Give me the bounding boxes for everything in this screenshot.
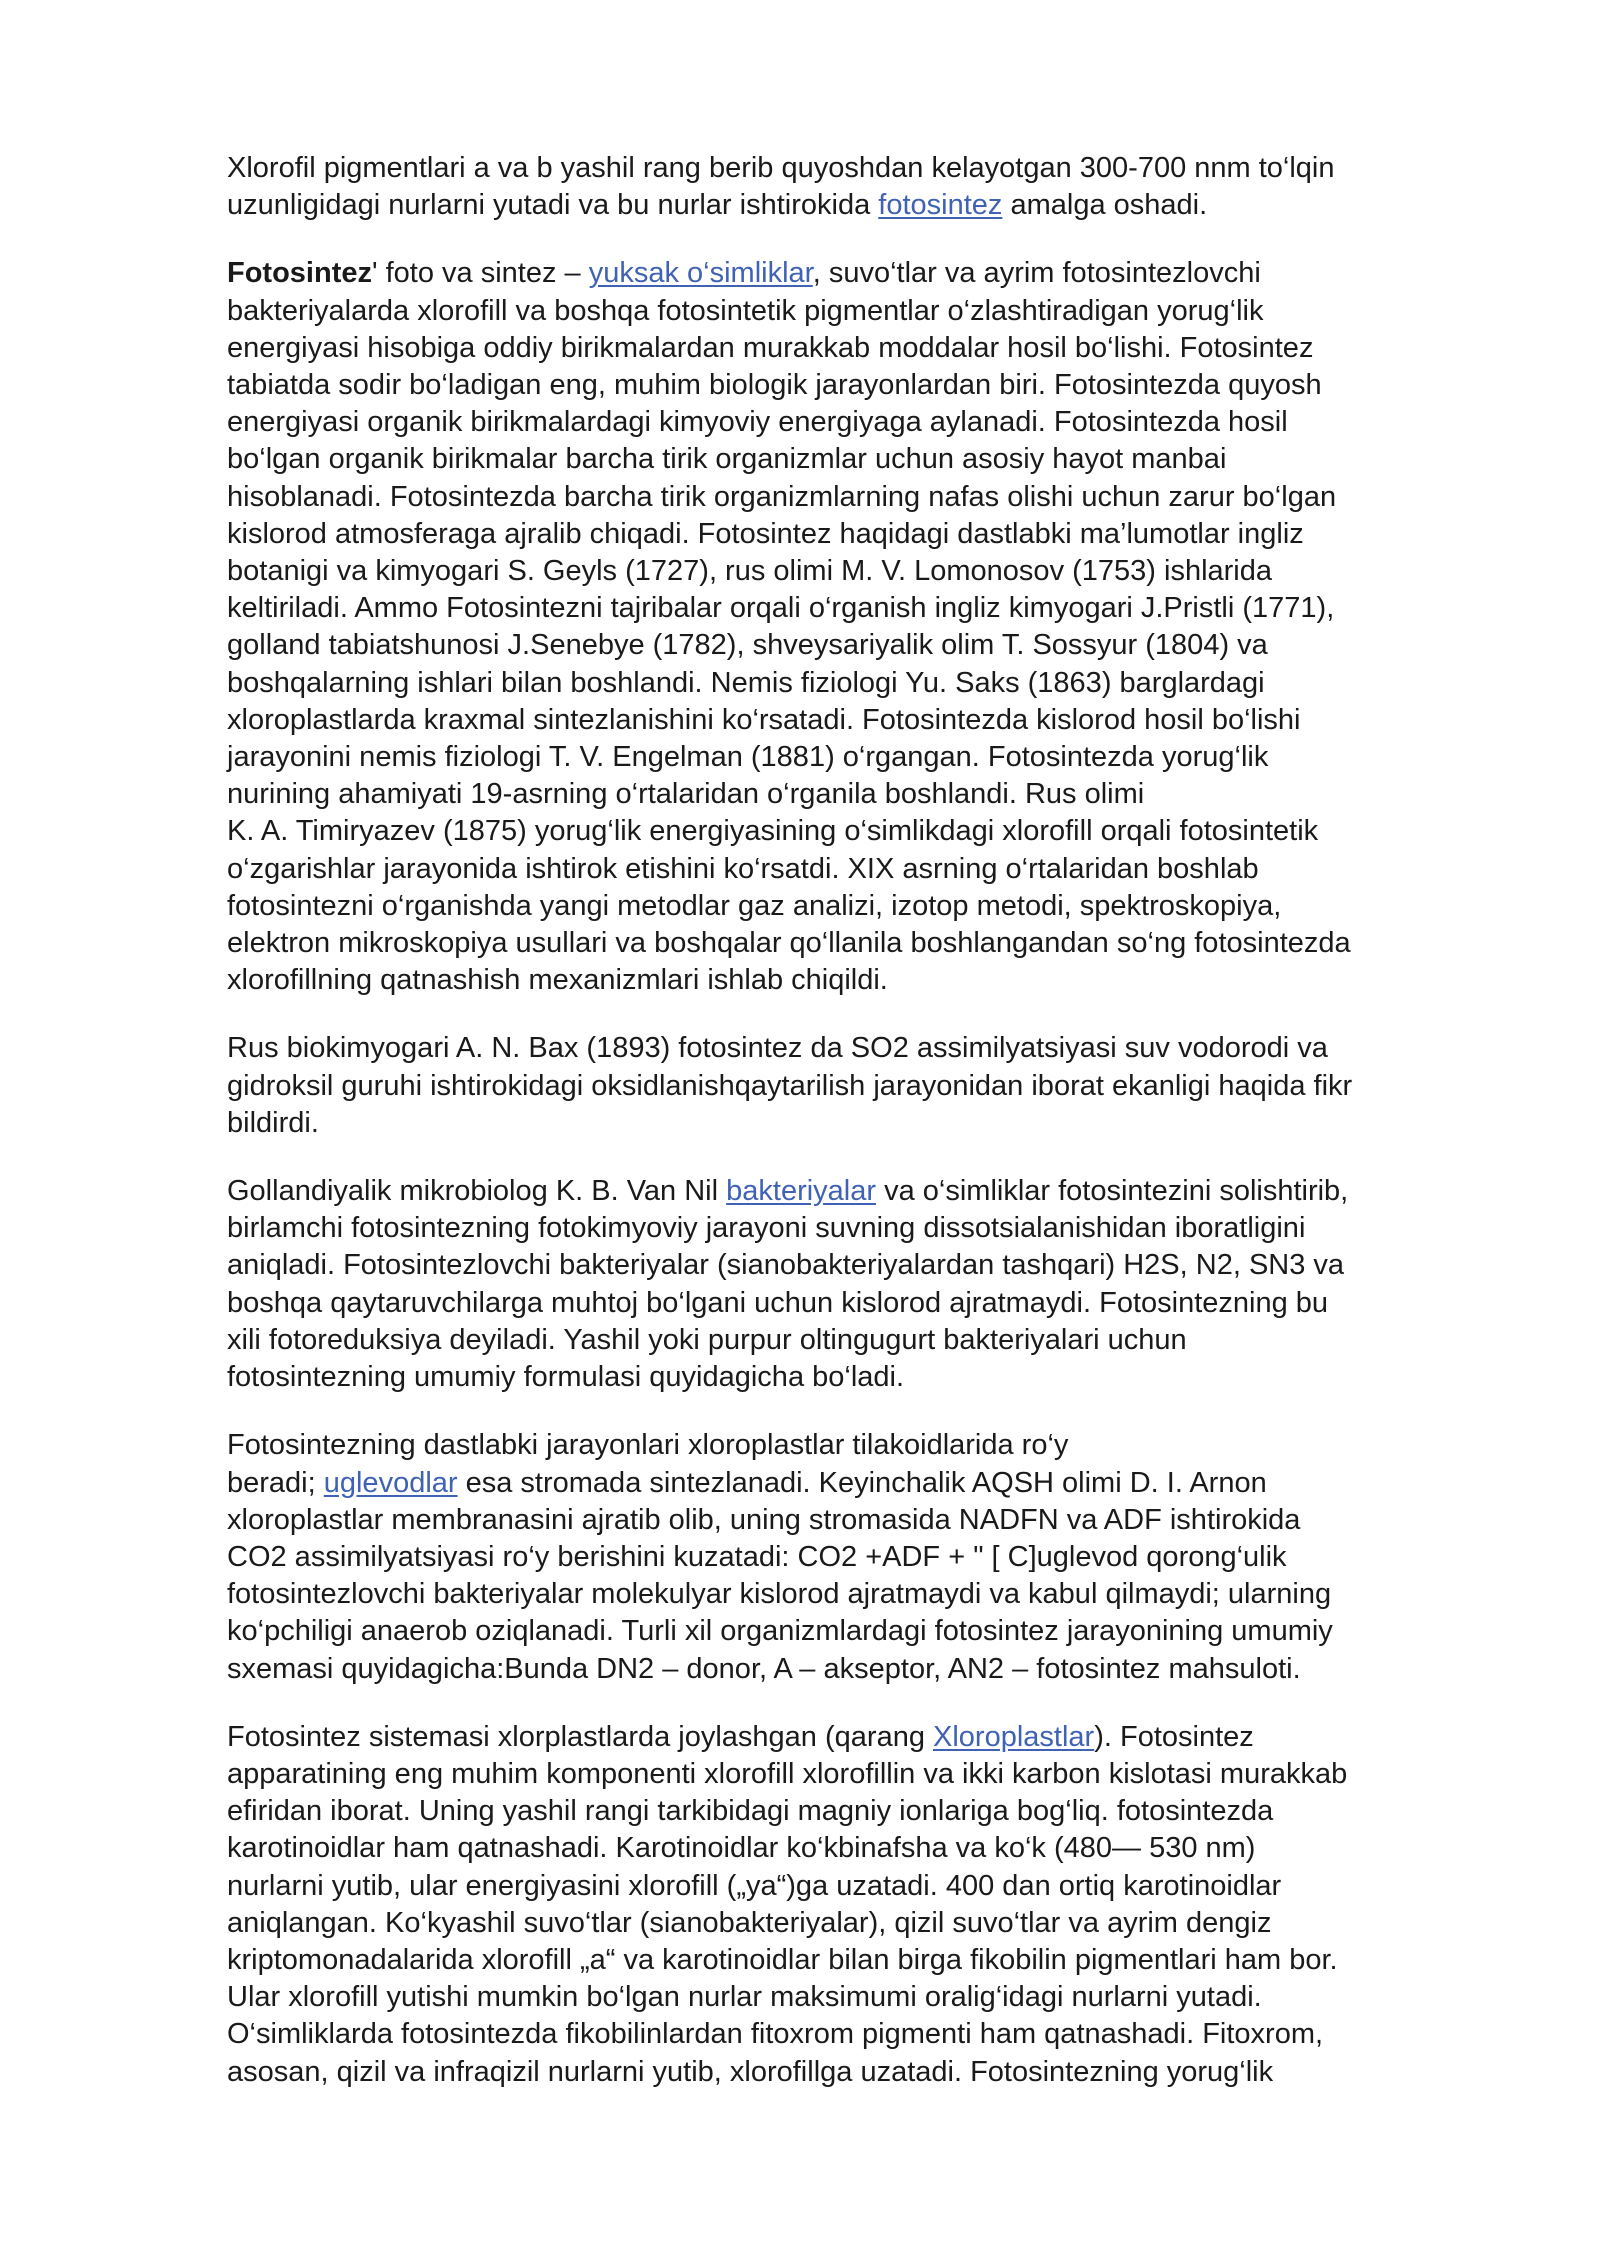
text-line: kislorod atmosferaga ajralib chiqadi. Fotosintez haqidagi dastlabki ma’lumotlar ingliz (227, 517, 1304, 550)
link-fotosintez[interactable]: fotosintez (878, 189, 1003, 222)
text-line: CO2 assimilyatsiyasi ro‘y berishini kuzatadi: CO2 +ADF + " [ C]uglevod qorong‘ulik (227, 1540, 1287, 1573)
text-span: ). Fotosintez (1094, 1720, 1254, 1753)
text-line: jarayonini nemis fiziologi T. V. Engelman (1881) o‘rgangan. Fotosintezda yorug‘lik (227, 741, 1269, 774)
text-line: efiridan iborat. Uning yashil rangi tarkibidagi magniy ionlariga bog‘liq. fotosintezda (227, 1795, 1274, 1828)
paragraph-4 (227, 1173, 1487, 1396)
paragraph-2 (227, 255, 1487, 999)
text-line: xili fotoreduksiya deyiladi. Yashil yoki purpur oltingugurt bakteriyalari uchun (227, 1323, 1187, 1356)
text-line: gidroksil guruhi ishtirokidagi oksidlanishqaytarilish jarayonidan iborat ekanligi haqida fikr (227, 1069, 1353, 1102)
text-line: keltiriladi. Ammo Fotosintezni tajribalar orqali o‘rganish ingliz kimyogari J.Pristli (1771), (227, 592, 1335, 625)
text-line (227, 1719, 1487, 1756)
link-uglevodlar[interactable]: uglevodlar (323, 1466, 458, 1499)
text-line: asosan, qizil va infraqizil nurlarni yutib, xlorofillga uzatadi. Fotosintezning yorug‘lik (227, 2055, 1274, 2088)
bold-term: Fotosintez (227, 257, 372, 290)
text-span: esa stromada sintezlanadi. Keyinchalik AQSH olimi D. I. Arnon (457, 1466, 1267, 1499)
text-line: fotosintezni o‘rganishda yangi metodlar gaz analizi, izotop metodi, spektroskopiya, (227, 889, 1282, 922)
text-line: bildirdi. (227, 1106, 319, 1139)
text-line: apparatining eng muhim komponenti xlorofill xlorofillin va ikki karbon kislotasi murakkab (227, 1757, 1348, 1790)
text-line: xloroplastlarda kraxmal sintezlanishini ko‘rsatadi. Fotosintezda kislorod hosil bo‘lishi (227, 703, 1301, 736)
text-line: ko‘pchiligi anaerob oziqlanadi. Turli xil organizmlardagi fotosintez jarayonining umumiy (227, 1615, 1333, 1648)
paragraph-1 (227, 150, 1487, 224)
text-line: Rus biokimyogari A. N. Bax (1893) fotosintez da SO2 assimilyatsiyasi suv vodorodi va (227, 1032, 1328, 1065)
text-line: xlorofillning qatnashish mexanizmlari ishlab chiqildi. (227, 964, 888, 997)
text-line: bakteriyalarda xlorofill va boshqa fotosintetik pigmentlar o‘zlashtiradigan yorug‘lik (227, 294, 1264, 327)
text-line: sxemasi quyidagicha:Bunda DN2 – donor, A – akseptor, AN2 – fotosintez mahsuloti. (227, 1652, 1301, 1685)
text-span: va o‘simliklar fotosintezini solishtirib, (876, 1175, 1349, 1208)
text-line: nurlarni yutib, ular energiyasini xlorofill („ya“)ga uzatadi. 400 dan ortiq karotinoidlar (227, 1869, 1282, 1902)
text-line: Xlorofil pigmentlari a va b yashil rang berib quyoshdan kelayotgan 300-700 nnm to‘lqin (227, 152, 1335, 184)
paragraph-3 (227, 1030, 1487, 1142)
text-line: xloroplastlar membranasini ajratib olib, uning stromasida NADFN va ADF ishtirokida (227, 1503, 1301, 1536)
text-span: Fotosintez sistemasi xlorplastlarda joylashgan (qarang (227, 1720, 934, 1753)
document-page (227, 150, 1487, 2122)
text-span: Gollandiyalik mikrobiolog K. B. Van Nil (227, 1175, 727, 1208)
text-line (227, 187, 1487, 224)
link-xloroplastlar[interactable]: Xloroplastlar (933, 1720, 1095, 1753)
text-line: boshqa qaytaruvchilarga muhtoj bo‘lgani uchun kislorod ajratmaydi. Fotosintezning bu (227, 1286, 1329, 1319)
text-line (227, 1465, 1487, 1502)
text-line: K. A. Timiryazev (1875) yorug‘lik energiyasining o‘simlikdagi xlorofill orqali fotosintetik (227, 815, 1319, 848)
text-line: aniqladi. Fotosintezlovchi bakteriyalar (sianobakteriyalardan tashqari) H2S, N2, SN3 va (227, 1249, 1345, 1282)
text-line: fotosintezning umumiy formulasi quyidagicha bo‘ladi. (227, 1361, 905, 1394)
paragraph-6 (227, 1719, 1487, 2091)
text-line: Fotosintezning dastlabki jarayonlari xloroplastlar tilakoidlarida ro‘y (227, 1429, 1069, 1462)
text-line: boshqalarning ishlari bilan boshlandi. Nemis fiziologi Yu. Saks (1863) barglardagi (227, 666, 1265, 699)
text-span: , suvo‘tlar va ayrim fotosintezlovchi (812, 257, 1261, 290)
text-span: ' foto va sintez – (372, 257, 589, 290)
text-span: amalga oshadi. (1002, 189, 1208, 222)
text-line: fotosintezlovchi bakteriyalar molekulyar kislorod ajratmaydi va kabul qilmaydi; ularning (227, 1578, 1332, 1611)
text-line: energiyasi hisobiga oddiy birikmalardan murakkab moddalar hosil bo‘lishi. Fotosintez (227, 331, 1314, 364)
link-bakteriyalar[interactable]: bakteriyalar (726, 1175, 877, 1208)
text-line (227, 1173, 1487, 1210)
text-line: botanigi va kimyogari S. Geyls (1727), rus olimi M. V. Lomonosov (1753) ishlarida (227, 555, 1273, 588)
link-yuksak-osimliklar[interactable]: yuksak o‘simliklar (588, 257, 813, 290)
paragraph-5 (227, 1427, 1487, 1687)
text-line: o‘zgarishlar jarayonida ishtirok etishini ko‘rsatdi. XIX asrning o‘rtalaridan boshlab (227, 852, 1259, 885)
text-line: nurining ahamiyati 19-asrning o‘rtalaridan o‘rganila boshlandi. Rus olimi (227, 778, 1145, 811)
text-line (227, 255, 1487, 292)
text-line: hisoblanadi. Fotosintezda barcha tirik organizmlarning nafas olishi uchun zarur bo‘lgan (227, 480, 1337, 513)
text-line: kriptomonadalarida xlorofill „a“ va karotinoidlar bilan birga fikobilin pigmentlari ham bor. (227, 1943, 1338, 1976)
text-line: birlamchi fotosintezning fotokimyoviy jarayoni suvning dissotsialanishidan iboratligini (227, 1212, 1306, 1245)
text-line: aniqlangan. Ko‘kyashil suvo‘tlar (sianobakteriyalar), qizil suvo‘tlar va ayrim dengiz (227, 1906, 1272, 1939)
text-line: elektron mikroskopiya usullari va boshqalar qo‘llanila boshlangandan so‘ng fotosintezda (227, 927, 1351, 960)
text-line: energiyasi organik birikmalardagi kimyoviy energiyaga aylanadi. Fotosintezda hosil (227, 406, 1288, 439)
text-line: bo‘lgan organik birikmalar barcha tirik organizmlar uchun asosiy hayot manbai (227, 443, 1227, 476)
text-span: uzunligidagi nurlarni yutadi va bu nurlar ishtirokida (227, 189, 879, 222)
text-line: Ular xlorofill yutishi mumkin bo‘lgan nurlar maksimumi oralig‘idagi nurlarni yutadi. (227, 1981, 1262, 2014)
text-line: karotinoidlar ham qatnashadi. Karotinoidlar ko‘kbinafsha va ko‘k (480— 530 nm) (227, 1832, 1256, 1865)
text-line: golland tabiatshunosi J.Senebye (1782), shveysariyalik olim T. Sossyur (1804) va (227, 629, 1268, 662)
text-span: beradi; (227, 1466, 324, 1499)
text-line: tabiatda sodir bo‘ladigan eng, muhim biologik jarayonlardan biri. Fotosintezda quyosh (227, 369, 1322, 402)
text-line: O‘simliklarda fotosintezda fikobilinlardan fitoxrom pigmenti ham qatnashadi. Fitoxrom, (227, 2018, 1324, 2051)
